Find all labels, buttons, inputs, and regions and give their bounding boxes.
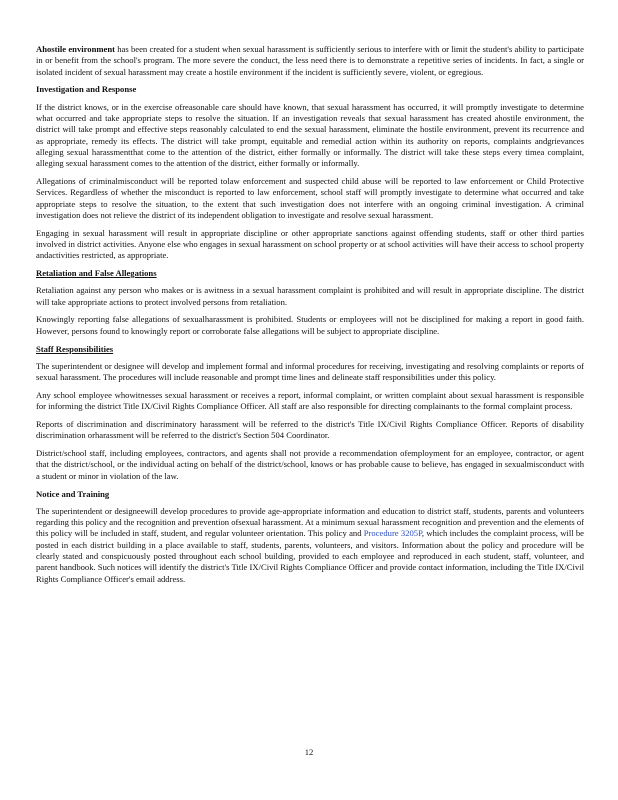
investigation-paragraph-1: If the district knows, or in the exercise ofreasonable care should have known, that sexual harassment has occurred, it will promptly investigate to determine what occurred and take appropriate steps to resolve the situation. If an investigation reveals that sexual harassment has created ahostile environment, the district will take prompt and effective steps reasonably calculated to end the sexual harassment, eliminate the hostile environment, prevent its recurrence and as appropriate, remedy its effects. The district will take prompt, equitable and remedial action within its authority on reports, complaints andgrievances alleging sexual harassmentthat come to the attention of the district, either formally or informally. The district will take these steps every timea complaint, alleging sexual harassment comes to the attention of the district, either formally or informally. <box>36 101 584 169</box>
notice-text-after-link: , which includes the complaint process, will be posted in each district building in a place available to staff, students, parents, volunteers, and visitors. Information about the policy and procedure will be clearly stated and conspicuously posted throughout each school building, provided to each employee and reproduced in each student, staff, volunteer, and parent handbook. Such notices will identify the district's Title IX/Civil Rights Compliance Officer and provide contact information, including the Title IX/Civil Rights Compliance Officer's email address. <box>36 528 584 584</box>
notice-training-heading: Notice and Training <box>36 488 110 499</box>
procedure-3205p-link[interactable]: Procedure 3205P <box>363 528 422 539</box>
hostile-environment-paragraph <box>36 44 584 78</box>
hostile-environment-text: has been created for a student when sexual harassment is sufficiently serious to interfere with or limit the student's ability to participate in or benefit from the school's program. The more severe the conduct, the less need there is to demonstrate a repetitive series of incidents. In fact, a single or isolated incident of sexual harassment may create a hostile environment if the incident is sufficiently severe, violent, or egregious. <box>36 44 584 77</box>
hostile-environment-term: Ahostile environment <box>36 44 115 54</box>
document-page <box>36 44 584 591</box>
retaliation-heading: Retaliation and False Allegations <box>36 268 157 279</box>
staff-paragraph-1: The superintendent or designee will develop and implement formal and informal procedures for receiving, investigating and resolving complaints or reports of sexual harassment. The procedures will include reasonable and prompt time lines and delineate staff responsibilities under this policy. <box>36 360 584 383</box>
notice-text-before-link: The superintendent or designeewill develop procedures to provide age-appropriate information and education to district staff, students, parents and volunteers regarding this policy and the recognition and prevention ofsexual harassment. At a minimum sexual harassment recognition and prevention and the elements of this policy will be included in staff, student, and regular volunteer orientation. This policy and <box>36 505 584 539</box>
investigation-paragraph-3: Engaging in sexual harassment will result in appropriate discipline or other appropriate sanctions against offending students, staff or other third parties involved in district activities. Anyone else who engages in sexual harassment on school property or at school activities will have their access to school property andactivities restricted, as appropriate. <box>36 227 584 261</box>
retaliation-paragraph-2: Knowingly reporting false allegations of sexualharassment is prohibited. Students or employees will not be disciplined for making a report in good faith. However, persons found to knowingly report or corroborate false allegations will be subject to appropriate discipline. <box>36 314 584 336</box>
page-number: 12 <box>304 747 314 757</box>
notice-paragraph <box>36 506 584 585</box>
staff-paragraph-4: District/school staff, including employees, contractors, and agents shall not provide a recommendation ofemployment for an employee, contractor, or agent that the district/school, or the individual acting on behalf of the district/school, knows or has probable cause to believe, has engaged in sexualmisconduct with a student or minor in violation of the law. <box>36 448 584 481</box>
investigation-heading: Investigation and Response <box>36 84 137 95</box>
investigation-paragraph-2: Allegations of criminalmisconduct will be reported tolaw enforcement and suspected child abuse will be reported to law enforcement or Child Protective Services. Regardless of whether the misconduct is reported to law enforcement, school staff will promptly investigate to determine what occurred and take appropriate steps to resolve the situation, to the extent that such investigation does not interfere with an ongoing criminal investigation. A criminal investigation does not relieve the district of its independent obligation to investigate and resolve sexual harassment. <box>36 175 584 220</box>
staff-responsibilities-heading: Staff Responsibilities <box>36 343 114 354</box>
staff-paragraph-3: Reports of discrimination and discriminatory harassment will be referred to the district's Title IX/Civil Rights Compliance Officer. Reports of disability discrimination orharassment will be referred to the district's Section 504 Coordinator. <box>36 419 584 441</box>
staff-paragraph-2: Any school employee whowitnesses sexual harassment or receives a report, informal complaint, or written complaint about sexual harassment is responsible for informing the district Title IX/Civil Rights Compliance Officer. All staff are also responsible for directing complainants to the formal complaint process. <box>36 389 584 412</box>
retaliation-paragraph-1: Retaliation against any person who makes or is awitness in a sexual harassment complaint is prohibited and will result in appropriate discipline. The district will take appropriate actions to protect involved persons from retaliation. <box>36 285 584 307</box>
